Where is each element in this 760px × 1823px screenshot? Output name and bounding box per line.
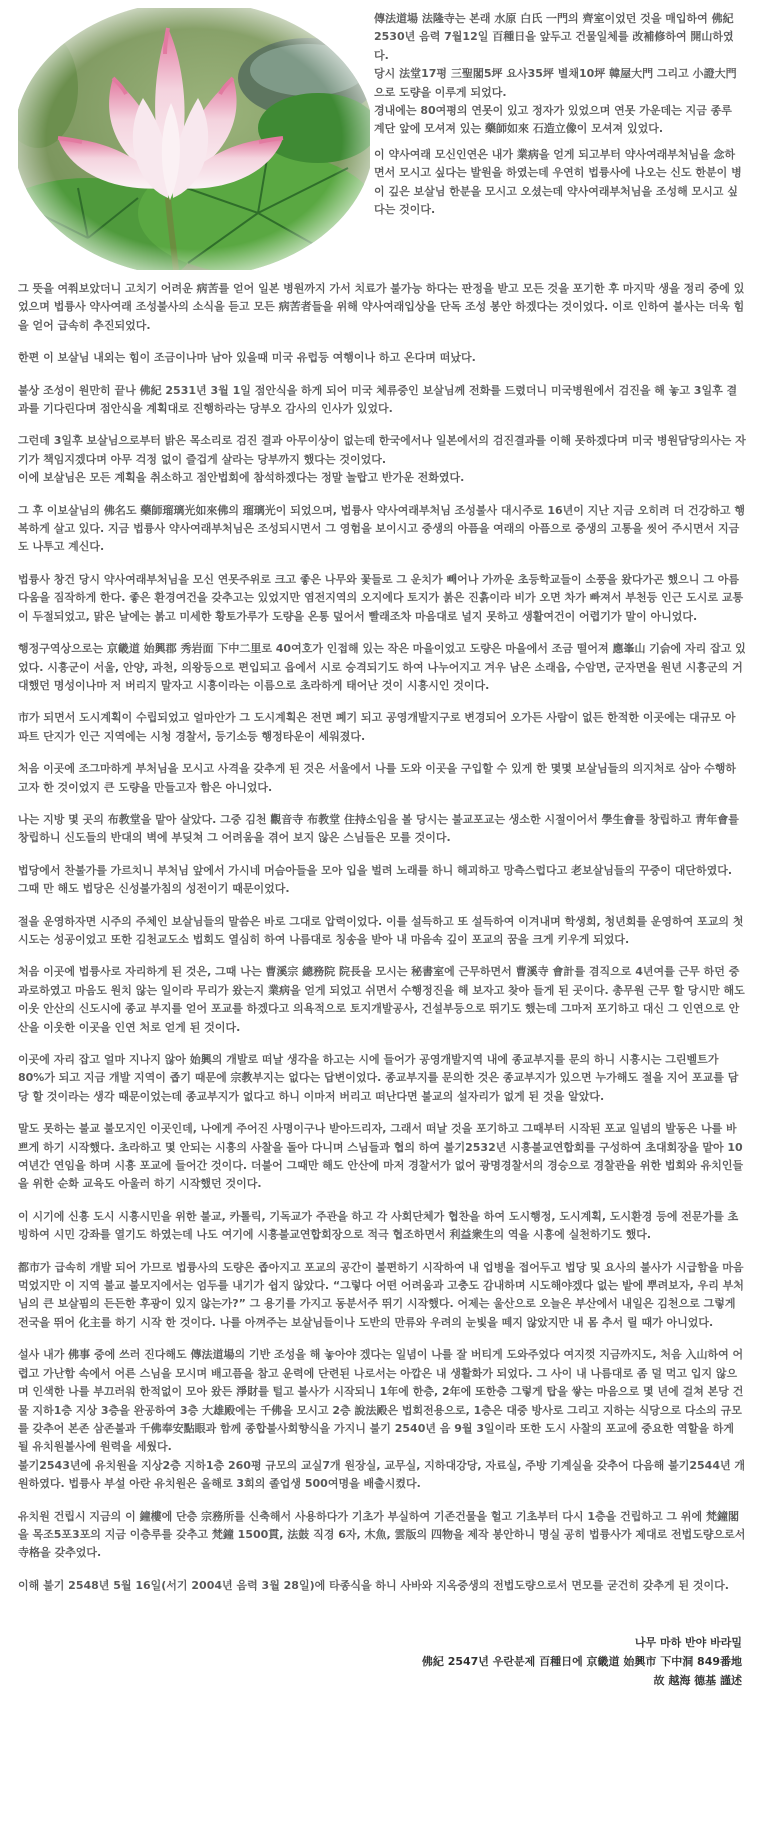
signature-line: 佛紀 2547년 우란분제 百種日에 京畿道 始興市 下中洞 849番地 [421, 1655, 742, 1669]
paragraph: 처음 이곳에 법륭사로 자리하게 된 것은, 그때 나는 曹溪宗 總務院 院長을 모시는 秘書室에 근무하면서 曹溪寺 會計를 겸직으로 4년여를 근무 하던 중 과로하였고 마음도 원치 않는 일이라 무리가 왔는지 業病을 얻게 되었고 쉬면서 수행정진을 해 보자고 찾아 들게 된 곳이다. 총무원 근무 할 당시만 해도 이웃 안산의 신도시에 종교 부지를 얻어 포교를 하겠다고 의욕적으로 토지개발공사, 건설부등으로 뛰기도 했는데 그마저 포기하고 대신 그 인연으로 안산을 이웃한 이곳을 인연 처로 얻게 된 것이다. [18, 965, 745, 1034]
signature-block [18, 1633, 746, 1690]
lotus-photo [18, 8, 370, 270]
paragraph: 그런데 3일후 보살님으로부터 밝은 목소리로 검진 결과 아무이상이 없는데 한국에서나 일본에서의 검진결과를 이해 못하겠다며 미국 병원담당의사는 자기가 책임지겠다며 아무 걱정 없이 즐겁게 살라는 당부까지 했다는 것이었다. 이에 보살님은 모든 계획을 취소하고 점안법회에 참석하겠다는 정말 놀랍고 반가운 전화였다. [18, 434, 746, 485]
paragraph: 말도 못하는 불교 불모지인 이곳인데, 나에게 주어진 사명이구나 받아드리자, 그래서 떠날 것을 포기하고 그때부터 시작된 포교 일념의 발동은 나를 바쁘게 하기 시작했다. 초라하고 몇 안되는 시흥의 사찰을 돌아 다니며 스님들과 협의 하여 불기2532년 시흥불교연합회를 구성하여 초대회장을 맡아 10여년간 연임을 하며 시흥 포교에 들어간 것이다. 더불어 그때만 해도 안산에 마저 경찰서가 없어 광명경찰서의 경승으로 경찰관을 위한 법회와 유치인들을 위한 순화 교육도 아울러 하기 시작했던 것이다. [18, 1122, 744, 1191]
paragraph: 이곳에 자리 잡고 얼마 지나지 않아 始興의 개발로 떠날 생각을 하고는 시에 들어가 공영개발지역 내에 종교부지를 문의 하니 시흥시는 그린벨트가 80%가 되고 지금 개발 지역이 좁기 때문에 宗教부지는 없다는 답변이었다. 종교부지를 문의한 것은 종교부지가 있으면 누가해도 절을 지어 포교를 담당 할 것이라는 생각 때문이었는데 종교부지가 없다고 하니 이마저 버리고 떠난다면 불교의 설자리가 없게 된 것을 알았다. [18, 1053, 739, 1103]
signature-line: 나무 마하 반야 바라밀 [634, 1636, 742, 1650]
paragraph: 처음 이곳에 조그마하게 부처님을 모시고 사격을 갖추게 된 것은 서울에서 나를 도와 이곳을 구입할 수 있게 한 몇몇 보살님들의 의지처로 삼아 수행하고자 한 것이었지 큰 도량을 만들고자 함은 아니었다. [18, 762, 736, 794]
signature-line: 故 越海 德基 謹述 [653, 1674, 742, 1688]
paragraph: 이 시기에 신흥 도시 시흥시민을 위한 불교, 카톨릭, 기독교가 주관을 하고 각 사회단체가 협찬을 하여 도시행정, 도시계획, 도시환경 등에 전문가를 초빙하여 시민 강좌를 열기도 하였는데 나도 여기에 시흥불교연합회장으로 적극 협조하면서 利益衆生의 역을 시흥에 실천하기도 했다. [18, 1209, 739, 1242]
paragraph: 불상 조성이 원만히 끝나 佛紀 2531년 3월 1일 점안식을 하게 되어 미국 체류중인 보살님께 전화를 드렸더니 미국병원에서 검진을 해 놓고 3일후 결과를 기다린다며 점안식을 계획대로 진행하라는 당부오 감사의 인사가 있었다. [18, 383, 738, 416]
paragraph: 설사 내가 佛事 중에 쓰러 진다해도 傳法道場의 기반 조성을 해 놓아야 겠다는 일념이 나를 잘 버티게 도와주었다 여지껏 지금까지도, 처음 入山하여 어렵고 가난함 속에서 어른 스님을 모시며 배고픔을 참고 운력에 단련된 나로서는 아깝은 내 생활화가 되었다. 그 사이 내 나름대로 좀 덜 먹고 입지 않으며 인색한 나를 부끄러워 한적없이 모아 왔든 淨財를 털고 불사가 시작되니 1年에 한층, 2年에 또한층 그렇게 탑을 쌓는 마음으로 몇 년에 걸쳐 본당 건물 지하1층 지상 3층을 완공하여 3층 大雄殿에는 千佛을 모시고 2층 說法殿은 법회전용으로, 1층은 대중 방사로 그리고 지하는 식당으로 다소의 규모를 갖추어 본존 삼존불과 千佛奉安點眼과 함께 종합불사회향식을 가지니 불기 2540년 음 9월 3일이라 또한 도시 사찰의 포교에 중요한 역할을 하게 될 유치원불사에 원력을 세웠다. 불기2543년에 유치원을 지상2층 지하1층 260평 규모의 교실7개 원장실, 교무실, 지하대강당, 자료실, 주방 기계실을 갖추어 다음해 불기2544년 개원하였다. 법륭사 부설 아란 유치원은 올해로 3회의 졸업생 500여명을 배출시켰다. [18, 1348, 746, 1491]
article-body [18, 280, 746, 1595]
paragraph: 유치원 건립시 지금의 이 鐘樓에 단층 宗務所를 신축해서 사용하다가 기초가 부실하여 기존건물을 헐고 기초부터 다시 1층을 건립하고 그 위에 梵鐘閣을 목조5포3포의 지금 이층루를 갖추고 梵鐘 1500貫, 法鼓 직경 6자, 木魚, 雲版의 四物을 제작 봉안하니 명실 공히 법륭사가 제대로 전법도량으로서 寺格을 갖추었다. [18, 1509, 746, 1560]
paragraph: 법륭사 창건 당시 약사여래부처님을 모신 연못주위로 크고 좋은 나무와 꽃들로 그 운치가 빼어나 가까운 초등학교들이 소풍을 왔다가곤 했으니 그 아름다움을 짐작하게 한다. 좋은 환경여건을 갖추고는 있었지만 염전지역의 오지에다 토지가 붉은 진흙이라 비가 오면 차가 빠져서 부천등 인근 도시로 교통이 두절되었고, 맑은 날에는 붉고 미세한 황토가루가 도량을 온통 덮어서 빨래조차 마음대로 널지 못하고 생활여건이 어렵기가 말이 아니었다. [18, 572, 744, 623]
paragraph: 都市가 급속히 개발 되어 가므로 법륭사의 도량은 좁아지고 포교의 공간이 불편하기 시작하여 내 업병을 접어두고 법당 및 요사의 불사가 시급함을 마음먹었지만 이 지역 불교 불모지에서는 엄두를 내기가 쉽지 않았다. “그렇다 어떤 어려움과 고충도 감내하며 시도해야겠다 없는 밭에 뿌려보자, 우리 부처님의 큰 보살핌의 든든한 후광이 있지 않는가?” 그 용기를 가지고 동분서주 뛰기 시작했다. 어제는 울산으로 오늘은 부산에서 내일은 김천으로 그렇게 전국을 뛰어 化主를 하기 시작 한 것이다. 나를 아껴주는 보살님들이나 도반의 만류와 우려의 눈빛을 떼지 않았지만 내 몸 추서 릴 때가 아니었다. [18, 1260, 744, 1329]
intro-text [374, 10, 744, 226]
paragraph: 市가 되면서 도시계획이 수립되었고 얼마안가 그 도시계획은 전면 폐기 되고 공영개발지구로 변경되어 오가든 사람이 없든 한적한 이곳에는 대규모 아파트 단지가 인근 지역에는 시청 경찰서, 등기소등 행정타운이 세워졌다. [18, 711, 736, 743]
paragraph: 법당에서 찬불가를 가르치니 부처님 앞에서 가시네 머슴아들을 모아 입을 벌려 노래를 하니 해괴하고 망측스럽다고 老보살님들의 꾸중이 대단하였다. 그때 만 해도 법당은 신성불가침의 성전이기 때문이었다. [18, 863, 733, 896]
paragraph: 이해 불기 2548년 5월 16일(서기 2004년 음력 3월 28일)에 타종식을 하니 사바와 지옥중생의 전법도량으로서 면모를 굳건히 갖추게 된 것이다. [18, 1578, 729, 1592]
top-section [18, 8, 746, 270]
paragraph: 나는 지방 몇 곳의 布教堂을 맡아 살았다. 그중 김천 觀音寺 布教堂 住持소임을 볼 당시는 불교포교는 생소한 시절이어서 學生會를 창립하고 靑年會를 창립하니 신도들의 반대의 벽에 부딪쳐 그 어려움을 겪어 보지 않은 스님들은 모를 것이다. [18, 812, 739, 845]
paragraph: 그 후 이보살님의 佛名도 藥師瑠璃光如來佛의 瑠璃光이 되었으며, 법륭사 약사여래부처님 조성불사 대시주로 16년이 지난 지금 오히려 더 건강하고 행복하게 살고 있다. 지금 법륭사 약사여래부처님은 조성되시면서 그 영험을 보이시고 중생의 아픔을 여래의 아픔으로 중생의 고통을 씻어 주시면서 지금도 나투고 계신다. [18, 503, 746, 554]
paragraph: 한편 이 보살님 내외는 힘이 조금이나마 남아 있을때 미국 유럽등 여행이나 하고 온다며 떠났다. [18, 351, 476, 365]
intro-paragraph-2: 이 약사여래 모신인연은 내가 業病을 얻게 되고부터 약사여래부처님을 念하면서 모시고 싶다는 발원을 하였는데 우연히 법륭사에 나오는 신도 한분이 병이 깊은 보살님 한분을 모시고 오셨는데 약사여래부처님을 조성해 모시고 싶다는 것이다. [374, 147, 742, 217]
paragraph: 행정구역상으로는 京畿道 始興郡 秀岩面 下中二里로 40여호가 인접해 있는 작은 마을이었고 도량은 마을에서 조금 떨어져 應峯山 기슭에 자리 잡고 있었다. 시흥군이 서울, 안양, 과천, 의왕등으로 편입되고 읍에서 시로 승격되기도 하여 나누어지고 겨우 남은 소래읍, 수암면, 군자면을 원년 시흥군의 거대했던 명성이나마 저 버리지 말자고 시흥이라는 이름으로 초라하게 태어난 것이 시흥시인 것이다. [18, 642, 746, 692]
paragraph: 절을 운영하자면 시주의 주체인 보살님들의 말씀은 바로 그대로 압력이었다. 이를 설득하고 또 설득하여 이겨내며 학생회, 청년회를 운영하여 포교의 첫 시도는 성공이었고 또한 김천교도소 법회도 열심히 하여 나름대로 칭송을 받아 내 마음속 깊이 포교의 꿈을 크게 키우게 되었다. [18, 914, 744, 946]
intro-paragraph-1: 傳法道場 法隆寺는 본래 水原 白氏 一門의 齊室이었던 것을 매입하여 佛紀2530년 음력 7월12일 百種日을 앞두고 건물일체를 改補修하여 開山하였다. 당시 法堂17평 三聖閣5坪 요사35坪 별채10坪 韓屋大門 그리고 小證大門으로 도량을 이루게 되었다. 경내에는 80여평의 연못이 있고 정자가 있었으며 연못 가운데는 지금 종루 계단 앞에 모셔져 있는 藥師如來 石造立像이 모셔져 있었다. [374, 12, 737, 136]
paragraph: 그 뜻을 여쭤보았더니 고치기 어려운 病苦를 얻어 일본 병원까지 가서 치료가 불가능 하다는 판정을 받고 모든 것을 포기한 후 마지막 생을 정리 중에 있었으며 법륭사 약사여래 조성불사의 소식을 듣고 모든 病苦者들을 위해 약사여래입상을 단독 조성 봉안 하겠다는 것이었다. 이로 인하여 불사는 더욱 힘을 얻어 급속히 추진되었다. [18, 282, 745, 332]
